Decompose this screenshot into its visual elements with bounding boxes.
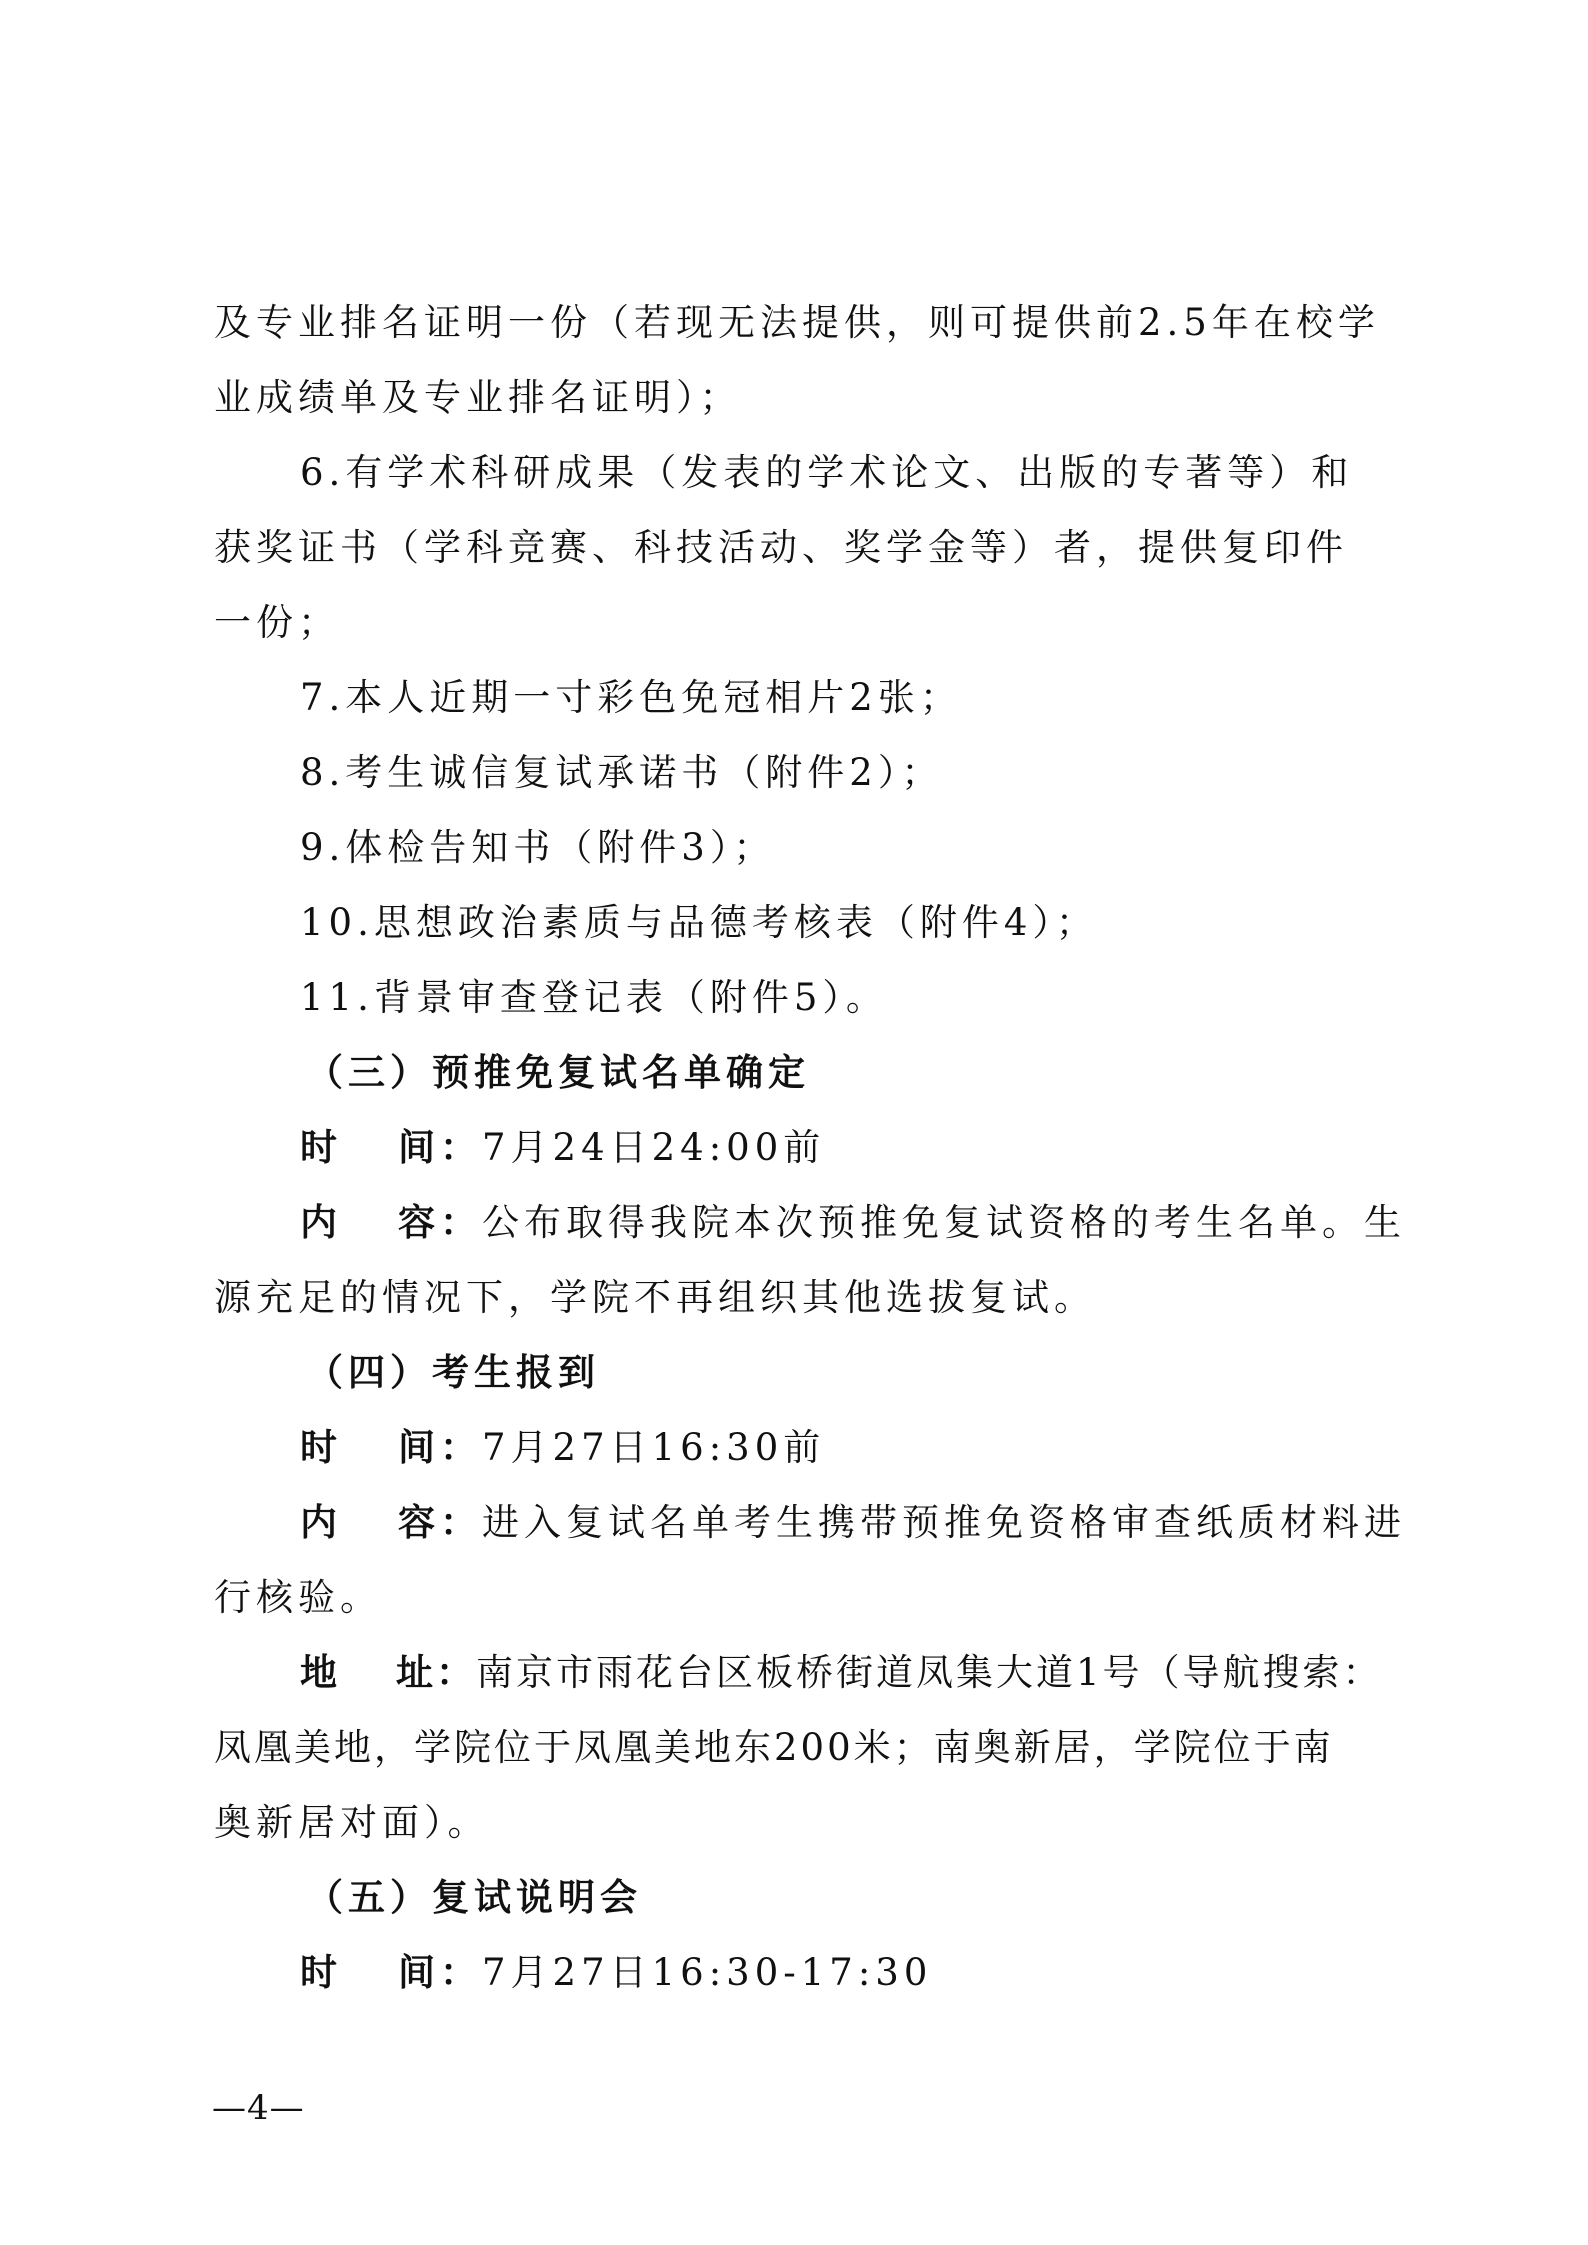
time-row-s3 [214,1110,1384,1185]
section-heading-4: （四）考生报到 [306,1350,600,1394]
time-value: 7月24日24:00前 [482,1126,826,1169]
address-continuation: 凤凰美地，学院位于凤凰美地东200米；南奥新居，学院位于南 [214,1726,1334,1769]
page-number: —4— [212,2088,305,2128]
time-label: 时 间： [300,1126,482,1169]
time-row-s5 [214,1935,1384,2010]
time-row-s4 [214,1410,1384,1485]
content-row-s3 [214,1185,1406,1260]
content-value: 公布取得我院本次预推免复试资格的考生名单。生 [482,1201,1406,1244]
list-item-9: 9.体检告知书（附件3）； [300,826,776,869]
paragraph-line: 业成绩单及专业排名证明）； [214,376,742,419]
content-label: 内 容： [300,1501,482,1544]
paragraph-line: 一份； [214,601,340,644]
time-value: 7月27日16:30前 [482,1426,826,1469]
address-value: 南京市雨花台区板桥街道凤集大道1号（导航搜索： [476,1651,1383,1694]
list-item-11: 11.背景审查登记表（附件5）。 [300,976,888,1019]
time-label: 时 间： [300,1951,482,1994]
document-body [214,285,1406,2010]
list-item-10: 10.思想政治素质与品德考核表（附件4）； [300,901,1098,944]
content-continuation: 源充足的情况下，学院不再组织其他选拔复试。 [214,1276,1096,1319]
address-label: 地 址： [300,1651,476,1694]
list-item-8: 8.考生诚信复试承诺书（附件2）； [300,751,944,794]
time-value: 7月27日16:30-17:30 [482,1951,933,1994]
section-heading-5: （五）复试说明会 [306,1875,642,1919]
content-continuation: 行核验。 [214,1576,382,1619]
list-item-7: 7.本人近期一寸彩色免冠相片2张； [300,676,962,719]
paragraph-line: 及专业排名证明一份（若现无法提供，则可提供前2.5年在校学 [214,301,1380,344]
list-item-6: 6.有学术科研成果（发表的学术论文、出版的专著等）和 [300,451,1354,494]
section-heading-3: （三）预推免复试名单确定 [306,1050,810,1094]
content-value: 进入复试名单考生携带预推免资格审查纸质材料进 [482,1501,1406,1544]
time-label: 时 间： [300,1426,482,1469]
content-label: 内 容： [300,1201,482,1244]
address-row-s4 [214,1635,1384,1710]
address-continuation: 奥新居对面）。 [214,1801,490,1844]
content-row-s4 [214,1485,1406,1560]
paragraph-line: 获奖证书（学科竞赛、科技活动、奖学金等）者，提供复印件 [214,526,1348,569]
